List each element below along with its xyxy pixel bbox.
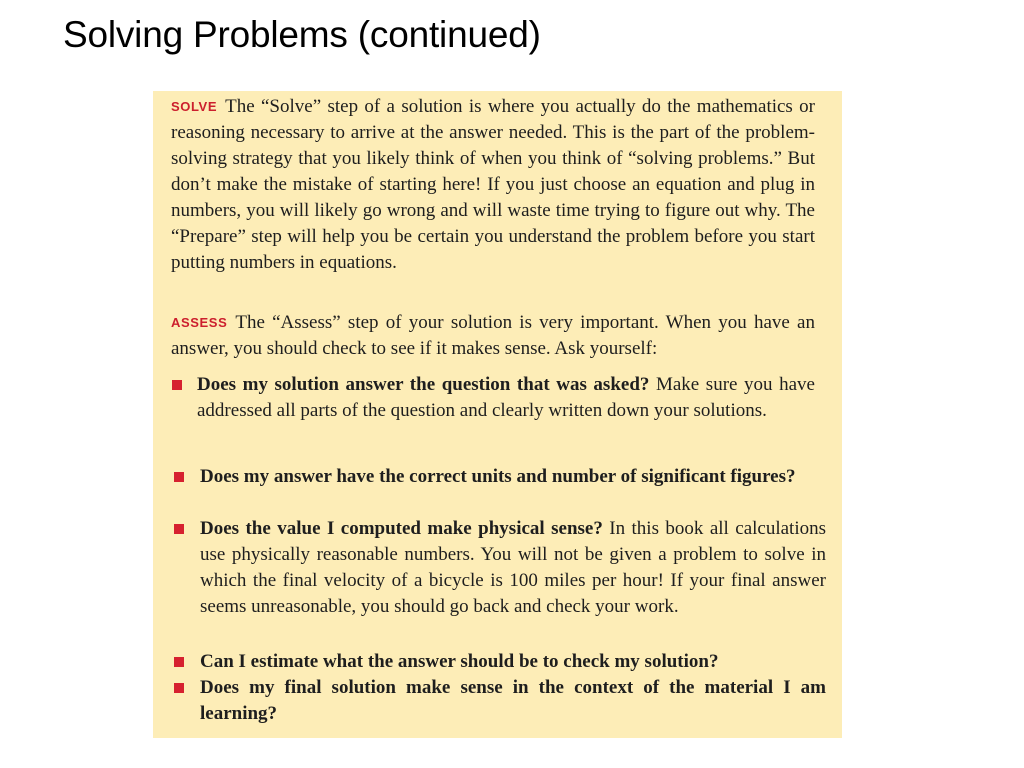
bullet-square-icon (174, 524, 184, 534)
checklist-item (200, 649, 826, 675)
checklist-question: Does the value I computed make physical sense? (200, 518, 603, 539)
slide-title: Solving Problems (continued) (63, 14, 541, 55)
checklist-item (200, 464, 826, 490)
solve-label: SOLVE (171, 99, 218, 114)
textbook-excerpt-bottom (153, 455, 842, 738)
bullet-square-icon (174, 683, 184, 693)
bullet-square-icon (174, 657, 184, 667)
assess-label: ASSESS (171, 315, 228, 330)
checklist-detail: Make sure you have addressed all parts of the question and clearly written down your solutions. (197, 374, 815, 421)
bullet-square-icon (174, 472, 184, 482)
solve-text: The “Solve” step of a solution is where you actually do the mathematics or reasoning necessary to arrive at the answer needed. This is the part of the problem-solving strategy that you likely think of when you think of “solving problems.” But don’t make the mistake of starting here! If you just choose an equation and plug in numbers, you will likely go wrong and will waste time trying to figure out why. The “Prepare” step will help you be certain you understand the problem before you start putting numbers in equations. (171, 96, 815, 273)
checklist-question: Does my final solution make sense in the context of the material I am learning? (200, 677, 826, 724)
textbook-excerpt-top (153, 91, 842, 457)
checklist-item (197, 372, 815, 424)
solve-paragraph (171, 94, 815, 276)
checklist-detail: In this book all calculations use physically reasonable numbers. You will not be given a problem to solve in which the final velocity of a bicycle is 100 miles per hour! If your final answer seems unreasonable, you should go back and check your work. (200, 518, 826, 617)
checklist-question: Does my solution answer the question that was asked? (197, 374, 650, 395)
assess-text: The “Assess” step of your solution is very important. When you have an answer, you should check to see if it makes sense. Ask yourself: (171, 312, 815, 359)
checklist-item (200, 675, 826, 727)
checklist-question: Does my answer have the correct units and number of significant figures? (200, 466, 796, 487)
checklist-item (200, 516, 826, 620)
bullet-square-icon (172, 380, 182, 390)
checklist-question: Can I estimate what the answer should be to check my solution? (200, 651, 719, 672)
assess-paragraph (171, 310, 815, 362)
